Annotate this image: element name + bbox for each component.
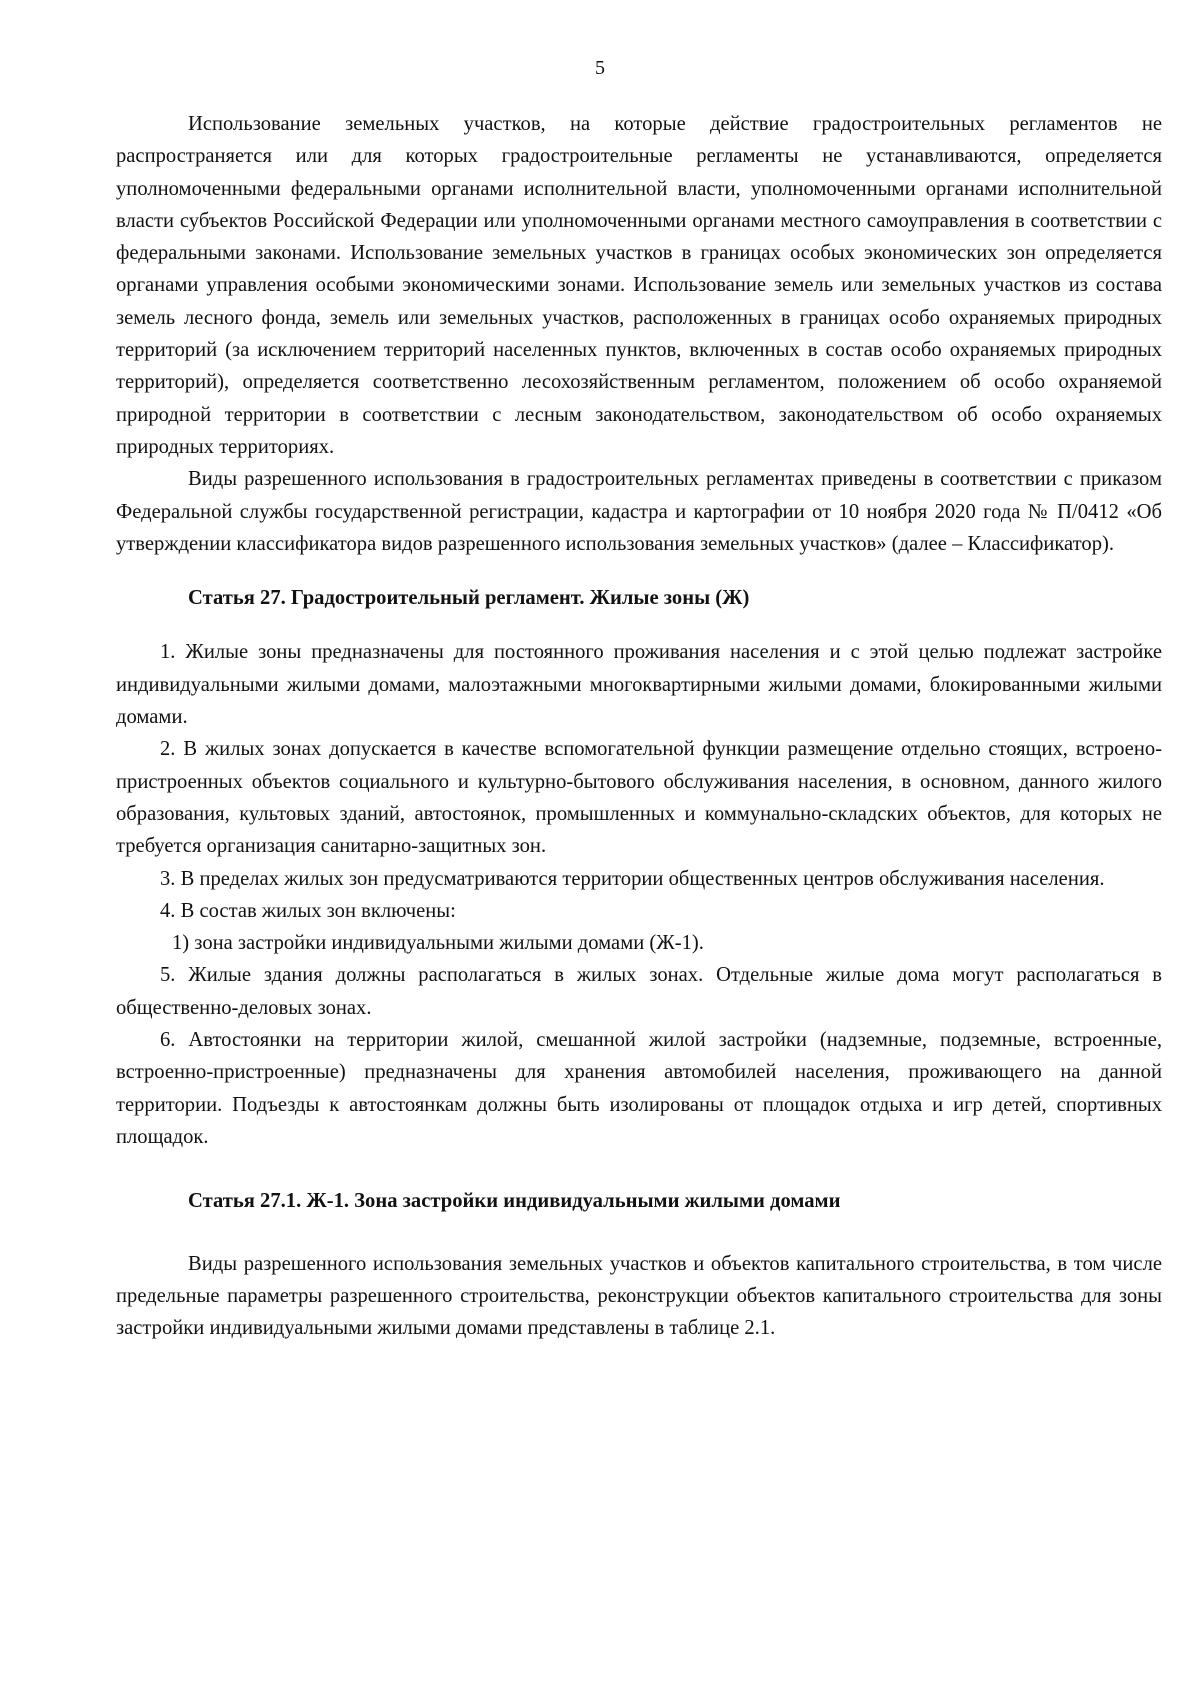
article-27-item-4: 4. В состав жилых зон включены: <box>160 899 456 922</box>
intro-paragraph-1: Использование земельных участков, на которые действие градостроительных регламентов не распространяется или для которых градостроительные регламенты не устанавливаются, определяется уполномоченными федеральными органами исполнительной власти, уполномоченными органами исполнительной власти субъектов Российской Федерации или уполномоченными органами местного самоуправления в соответствии с федеральными законами. Использование земельных участков в границах особых экономических зон определяется органами управления особыми экономическими зонами. Использование земель или земельных участков из состава земель лесного фонда, земель или земельных участков, расположенных в границах особо охраняемых природных территорий (за исключением территорий населенных пунктов, включенных в состав особо охраняемых природных территорий), определяется соответственно лесохозяйственным регламентом, положением об особо охраняемой природной территории в соответствии с лесным законодательством, законодательством об особо охраняемых природных территориях. <box>116 113 1162 458</box>
article-27-item-1: 1. Жилые зоны предназначены для постоянного проживания населения и с этой целью подлежат застройке индивидуальными жилыми домами, малоэтажными многоквартирными жилыми домами, блокированными жилыми домами. <box>116 641 1162 729</box>
page-number: 5 <box>595 57 605 79</box>
article-27-item-2: 2. В жилых зонах допускается в качестве вспомогательной функции размещение отдельно стоящих, встроено-пристроенных объектов социального и культурно-бытового обслуживания населения, в основном, данного жилого образования, культовых зданий, автостоянок, промышленных и коммунально-складских объектов, для которых не требуется организация санитарно-защитных зон. <box>116 738 1162 858</box>
article-27-item-5: 5. Жилые здания должны располагаться в жилых зонах. Отдельные жилые дома могут располагаться в общественно-деловых зонах. <box>116 964 1162 1019</box>
article-27-heading: Статья 27. Градостроительный регламент. Жилые зоны (Ж) <box>188 587 750 610</box>
article-27-1-paragraph: Виды разрешенного использования земельных участков и объектов капитального строительства, в том числе предельные параметры разрешенного строительства, реконструкции объектов капитального строительства для зоны застройки индивидуальными жилыми домами представлены в таблице 2.1. <box>116 1252 1162 1340</box>
article-27-item-6: 6. Автостоянки на территории жилой, смешанной жилой застройки (надземные, подземные, встроенные, встроенно-пристроенные) предназначены для хранения автомобилей населения, проживающего на данной территории. Подъезды к автостоянкам должны быть изолированы от площадок отдыха и игр детей, спортивных площадок. <box>116 1029 1162 1148</box>
article-27-subitem-1: 1) зона застройки индивидуальными жилыми домами (Ж-1). <box>172 932 704 955</box>
article-27-item-3: 3. В пределах жилых зон предусматриваются территории общественных центров обслуживания населения. <box>160 867 1105 890</box>
document-body <box>116 108 1162 1344</box>
article-27-1-heading: Статья 27.1. Ж-1. Зона застройки индивидуальными жилыми домами <box>188 1190 841 1213</box>
intro-paragraph-2: Виды разрешенного использования в градостроительных регламентах приведены в соответствии с приказом Федеральной службы государственной регистрации, кадастра и картографии от 10 ноября 2020 года № П/0412 «Об утверждении классификатора видов разрешенного использования земельных участков» (далее – Классификатор). <box>116 468 1162 555</box>
